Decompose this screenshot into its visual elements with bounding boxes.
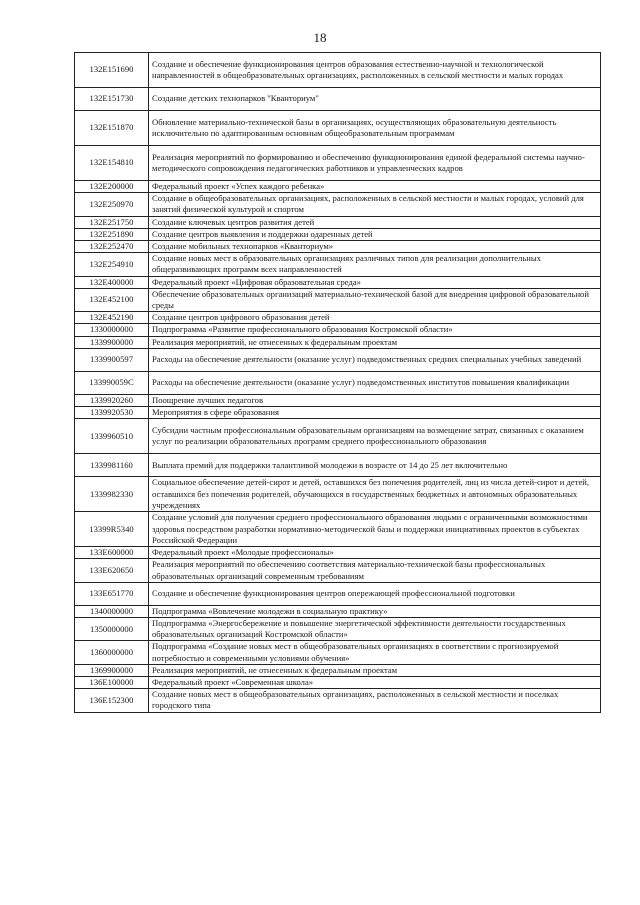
budget-code-cell: 132E151870 bbox=[75, 111, 149, 146]
description-cell: Реализация мероприятий, не отнесенных к федеральным проектам bbox=[149, 336, 601, 348]
budget-code-cell: 136E100000 bbox=[75, 677, 149, 689]
budget-code-cell: 1340000000 bbox=[75, 605, 149, 617]
table-row bbox=[75, 689, 601, 712]
budget-code-cell: 133E620650 bbox=[75, 559, 149, 582]
budget-code-cell: 132E251750 bbox=[75, 216, 149, 228]
table-row bbox=[75, 371, 601, 394]
table-row bbox=[75, 547, 601, 559]
description-cell: Мероприятия в сфере образования bbox=[149, 407, 601, 419]
budget-code-cell: 1339920530 bbox=[75, 407, 149, 419]
table-row bbox=[75, 407, 601, 419]
budget-code-cell: 13399R5340 bbox=[75, 512, 149, 547]
description-cell: Социальное обеспечение детей-сирот и детей, оставшихся без попечения родителей, лиц из числа детей-сирот и детей, оставшихся без попечения родителей, обучающихся в государственных бюджетных и автономных образовательных учреждениях bbox=[149, 477, 601, 512]
budget-code-cell: 132E154810 bbox=[75, 146, 149, 181]
table-body bbox=[75, 53, 601, 713]
budget-code-cell: 132E452100 bbox=[75, 288, 149, 311]
description-cell: Создание мобильных технопарков «Кванториум» bbox=[149, 241, 601, 253]
budget-code-cell: 1360000000 bbox=[75, 641, 149, 664]
budget-code-cell: 1339960510 bbox=[75, 419, 149, 454]
budget-code-cell: 1339900000 bbox=[75, 336, 149, 348]
budget-code-cell: 132E254910 bbox=[75, 253, 149, 276]
budget-classification-table bbox=[74, 52, 601, 713]
budget-code-cell: 132E452190 bbox=[75, 312, 149, 324]
table-row bbox=[75, 312, 601, 324]
budget-code-cell: 132E252470 bbox=[75, 241, 149, 253]
page-number: 18 bbox=[313, 30, 327, 45]
budget-code-cell: 1339920260 bbox=[75, 394, 149, 406]
budget-code-cell: 133E600000 bbox=[75, 547, 149, 559]
table-row bbox=[75, 193, 601, 216]
description-cell: Расходы на обеспечение деятельности (оказание услуг) подведомственных средних специальных учебных заведений bbox=[149, 348, 601, 371]
description-cell: Реализация мероприятий по обеспечению соответствия материально-технической базы профессиональных образовательных организаций современным требованиям bbox=[149, 559, 601, 582]
budget-code-cell: 1369900000 bbox=[75, 664, 149, 676]
budget-code-cell: 132E151730 bbox=[75, 88, 149, 111]
table-row bbox=[75, 288, 601, 311]
description-cell: Создание условий для получения среднего профессионального образования людьми с ограниченными возможностями здоровья посредством разработки нормативно-методической базы и поддержки инициативных проектов в субъектах Российской Федерации bbox=[149, 512, 601, 547]
description-cell: Создание новых мест в образовательных организациях различных типов для реализации дополнительных общеразвивающих программ всех направленностей bbox=[149, 253, 601, 276]
table-row bbox=[75, 559, 601, 582]
description-cell: Расходы на обеспечение деятельности (оказание услуг) подведомственных институтов повышения квалификации bbox=[149, 371, 601, 394]
table-row bbox=[75, 276, 601, 288]
description-cell: Субсидии частным профессиональным образовательным организациям на возмещение затрат, связанных с оказанием услуг по реализации образовательных программ среднего профессионального образования bbox=[149, 419, 601, 454]
description-cell: Подпрограмма «Развитие профессионального образования Костромской области» bbox=[149, 324, 601, 336]
budget-code-cell: 132E251890 bbox=[75, 228, 149, 240]
description-cell: Создание и обеспечение функционирования центров опережающей профессиональной подготовки bbox=[149, 582, 601, 605]
budget-code-cell: 1330000000 bbox=[75, 324, 149, 336]
table-row bbox=[75, 216, 601, 228]
description-cell: Создание новых мест в общеобразовательных организациях, расположенных в сельской местности и поселках городского типа bbox=[149, 689, 601, 712]
description-cell: Поощрение лучших педагогов bbox=[149, 394, 601, 406]
budget-code-cell: 132E151690 bbox=[75, 53, 149, 88]
table-row bbox=[75, 111, 601, 146]
table-row bbox=[75, 618, 601, 641]
table-row bbox=[75, 53, 601, 88]
description-cell: Подпрограмма «Вовлечение молодежи в социальную практику» bbox=[149, 605, 601, 617]
table-row bbox=[75, 664, 601, 676]
table-row bbox=[75, 348, 601, 371]
table-row bbox=[75, 641, 601, 664]
description-cell: Создание в общеобразовательных организациях, расположенных в сельской местности и малых городах, условий для занятий физической культурой и спортом bbox=[149, 193, 601, 216]
description-cell: Федеральный проект «Современная школа» bbox=[149, 677, 601, 689]
table-row bbox=[75, 394, 601, 406]
description-cell: Реализация мероприятий, не отнесенных к федеральным проектам bbox=[149, 664, 601, 676]
description-cell: Подпрограмма «Энергосбережение и повышение энергетической эффективности деятельности государственных образовательных организаций Костромской области» bbox=[149, 618, 601, 641]
budget-code-cell: 132E200000 bbox=[75, 181, 149, 193]
description-cell: Создание и обеспечение функционирования центров образования естественно-научной и технологической направленностей в общеобразовательных организациях, расположенных в сельской местности и малых городах bbox=[149, 53, 601, 88]
table-row bbox=[75, 454, 601, 477]
table-row bbox=[75, 146, 601, 181]
description-cell: Обеспечение образовательных организаций материально-технической базой для внедрения цифровой образовательной среды bbox=[149, 288, 601, 311]
table-row bbox=[75, 582, 601, 605]
table-row bbox=[75, 677, 601, 689]
budget-code-cell: 136E152300 bbox=[75, 689, 149, 712]
description-cell: Создание ключевых центров развития детей bbox=[149, 216, 601, 228]
budget-code-cell: 133E651770 bbox=[75, 582, 149, 605]
description-cell: Создание детских технопарков "Кванториум" bbox=[149, 88, 601, 111]
description-cell: Федеральный проект «Цифровая образовательная среда» bbox=[149, 276, 601, 288]
table-row bbox=[75, 88, 601, 111]
description-cell: Создание центров выявления и поддержки одаренных детей bbox=[149, 228, 601, 240]
budget-code-cell: 132E400000 bbox=[75, 276, 149, 288]
description-cell: Создание центров цифрового образования детей bbox=[149, 312, 601, 324]
description-cell: Реализация мероприятий по формированию и обеспечению функционирования единой федеральной системы научно-методического сопровождения педагогических работников и управленческих кадров bbox=[149, 146, 601, 181]
description-cell: Подпрограмма «Создание новых мест в общеобразовательных организациях в соответствии с прогнозируемой потребностью и современными условиями обучения» bbox=[149, 641, 601, 664]
description-cell: Обновление материально-технической базы в организациях, осуществляющих образовательную деятельность исключительно по адаптированным основным общеобразовательным программам bbox=[149, 111, 601, 146]
table-row bbox=[75, 241, 601, 253]
table-row bbox=[75, 419, 601, 454]
table-row bbox=[75, 605, 601, 617]
table-row bbox=[75, 181, 601, 193]
budget-code-cell: 133990059С bbox=[75, 371, 149, 394]
description-cell: Федеральный проект «Молодые профессионалы» bbox=[149, 547, 601, 559]
description-cell: Выплата премий для поддержки талантливой молодежи в возрасте от 14 до 25 лет включительно bbox=[149, 454, 601, 477]
table-row bbox=[75, 253, 601, 276]
budget-code-cell: 1339981160 bbox=[75, 454, 149, 477]
budget-code-cell: 1350000000 bbox=[75, 618, 149, 641]
table-row bbox=[75, 324, 601, 336]
budget-code-cell: 1339982330 bbox=[75, 477, 149, 512]
table-row bbox=[75, 477, 601, 512]
description-cell: Федеральный проект «Успех каждого ребенка» bbox=[149, 181, 601, 193]
table-row bbox=[75, 228, 601, 240]
budget-code-cell: 1339900597 bbox=[75, 348, 149, 371]
table-row bbox=[75, 512, 601, 547]
table-row bbox=[75, 336, 601, 348]
budget-code-cell: 132E250970 bbox=[75, 193, 149, 216]
